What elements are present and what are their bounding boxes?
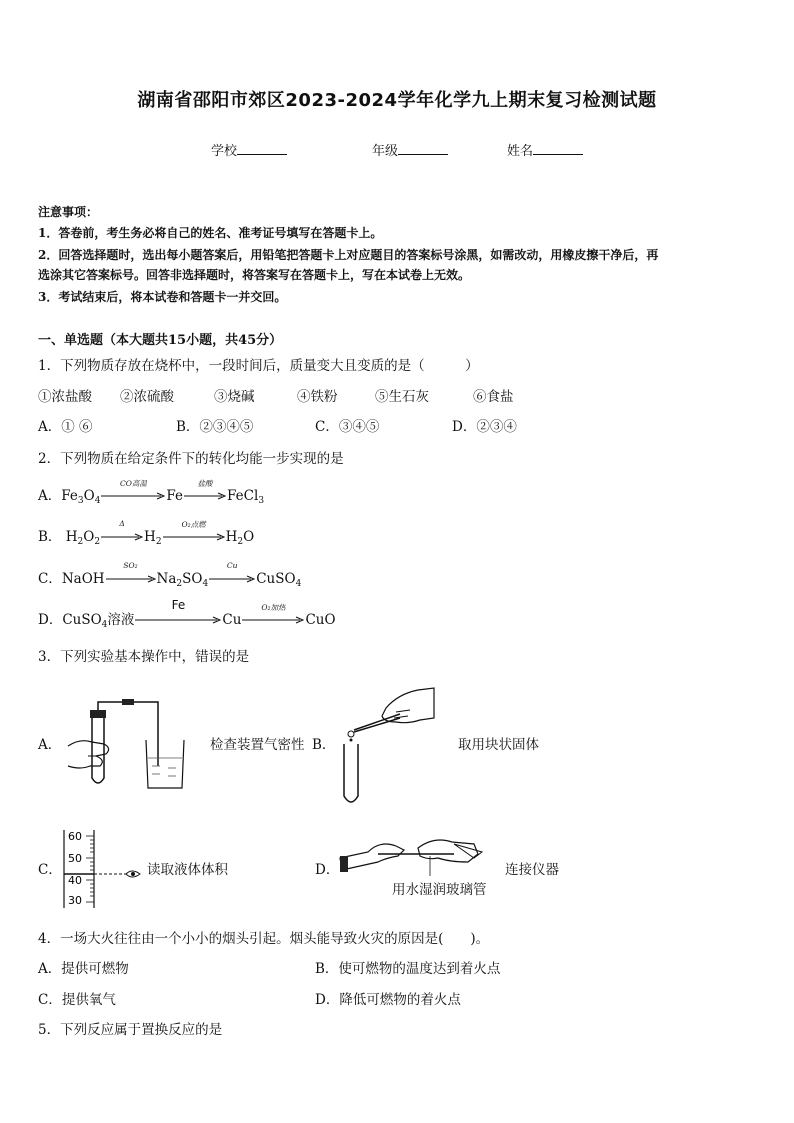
q3-option-b-caption: 取用块状固体 [458, 737, 539, 753]
q3-option-d-label[interactable]: D． [315, 862, 340, 878]
arrow-right-icon [101, 491, 165, 501]
q2-option-d[interactable]: D．CuSO$_4$溶液 Fe Cu O₂加热 CuO [38, 597, 336, 630]
arrow-right-icon [163, 532, 225, 542]
q4-option-a[interactable]: A．提供可燃物 [38, 961, 129, 977]
q1-option-d[interactable]: D．②③④ [452, 419, 517, 435]
q3-option-b-label[interactable]: B． [312, 737, 336, 753]
q1-item: ⑤生石灰 [375, 389, 429, 405]
question-1-stem: 1．下列物质存放在烧杯中，一段时间后，质量变大且变质的是（ ） [38, 358, 479, 374]
reaction-arrow: O₂加热 [242, 613, 304, 629]
q2-option-a[interactable]: A．$Fe_3O_4$ CO高温 Fe 盐酸 FeCl$_3$ [38, 478, 265, 506]
page-title: 湖南省邵阳市郊区2023-2024学年化学九上期末复习检测试题 [137, 90, 657, 111]
connect-apparatus-image [338, 832, 488, 876]
notice-item: 选涂其它答案标号。回答非选择题时，将答案写在答题卡上，写在本试卷上无效。 [38, 268, 471, 282]
name-blank [533, 142, 583, 155]
question-3-stem: 3．下列实验基本操作中，错误的是 [38, 649, 250, 665]
question-4-stem: 4．一场大火往往由一个小小的烟头引起。烟头能导致火灾的原因是( )。 [38, 931, 490, 947]
reaction-arrow: 盐酸 [184, 489, 226, 505]
arrow-right-icon [106, 574, 156, 584]
q3-option-d-subcaption: 用水湿润玻璃管 [392, 882, 487, 898]
arrow-right-icon [135, 615, 221, 625]
q3-option-c-label[interactable]: C． [38, 862, 62, 878]
grade-label: 年级 [372, 144, 399, 159]
q3-option-a-caption: 检查装置气密性 [210, 737, 305, 753]
name-field [507, 140, 583, 159]
q2-option-b[interactable]: B． $H_2O_2$ Δ $H_2$ O₂点燃 $H_2O$ [38, 518, 255, 547]
q3-option-c-caption: 读取液体体积 [147, 862, 228, 878]
notice-item: 1．答卷前，考生务必将自己的姓名、准考证号填写在答题卡上。 [38, 226, 383, 240]
question-5-stem: 5．下列反应属于置换反应的是 [38, 1022, 223, 1038]
arrow-right-icon [101, 532, 143, 542]
tick-label: 60 [68, 830, 82, 843]
grade-blank [398, 142, 448, 155]
airtightness-apparatus-image [60, 696, 200, 792]
reaction-arrow: SO₂ [106, 572, 156, 588]
section-heading: 一、单选题（本大题共15小题，共45分） [38, 333, 283, 348]
q1-item: ③烧碱 [214, 389, 255, 405]
school-blank [237, 142, 287, 155]
reaction-arrow: O₂点燃 [163, 530, 225, 546]
tick-label: 40 [68, 874, 82, 887]
q4-option-b[interactable]: B．使可燃物的温度达到着火点 [315, 961, 501, 977]
cylinder-reading-image [60, 826, 144, 910]
name-label: 姓名 [507, 144, 534, 159]
reaction-arrow: Fe [135, 613, 221, 629]
notice-item: 2．回答选择题时，选出每小题答案后，用铅笔把答题卡上对应题目的答案标号涂黑，如需改动，用橡皮擦干净后，再 [38, 248, 659, 262]
reaction-arrow: CO高温 [101, 489, 165, 505]
q3-option-a-label[interactable]: A． [38, 737, 62, 753]
notice-heading: 注意事项： [38, 205, 99, 219]
question-2-stem: 2．下列物质在给定条件下的转化均能一步实现的是 [38, 451, 344, 467]
q1-item: ⑥食盐 [473, 389, 514, 405]
tick-label: 50 [68, 852, 82, 865]
q3-option-d-caption: 连接仪器 [505, 862, 559, 878]
q4-option-d[interactable]: D．降低可燃物的着火点 [315, 992, 461, 1008]
grade-field [372, 140, 448, 159]
q1-option-a[interactable]: A．① ⑥ [38, 419, 93, 435]
q1-option-b[interactable]: B．②③④⑤ [176, 419, 254, 435]
q1-item: ②浓硫酸 [120, 389, 174, 405]
reaction-arrow: Cu [209, 572, 255, 588]
notice-item: 3．考试结束后，将本试卷和答题卡一并交回。 [38, 290, 287, 304]
arrow-right-icon [184, 491, 226, 501]
solid-sampling-image [338, 684, 438, 810]
q1-option-c[interactable]: C．③④⑤ [315, 419, 380, 435]
q2-option-c[interactable]: C．NaOH SO₂ $Na_2SO_4$ Cu CuSO$_4$ [38, 560, 302, 589]
arrow-right-icon [209, 574, 255, 584]
q1-item: ①浓盐酸 [38, 389, 92, 405]
reaction-arrow: Δ [101, 530, 143, 546]
school-field [211, 140, 287, 159]
school-label: 学校 [211, 144, 238, 159]
q1-item: ④铁粉 [297, 389, 338, 405]
arrow-right-icon [242, 615, 304, 625]
q4-option-c[interactable]: C．提供氧气 [38, 992, 116, 1008]
tick-label: 30 [68, 894, 82, 907]
